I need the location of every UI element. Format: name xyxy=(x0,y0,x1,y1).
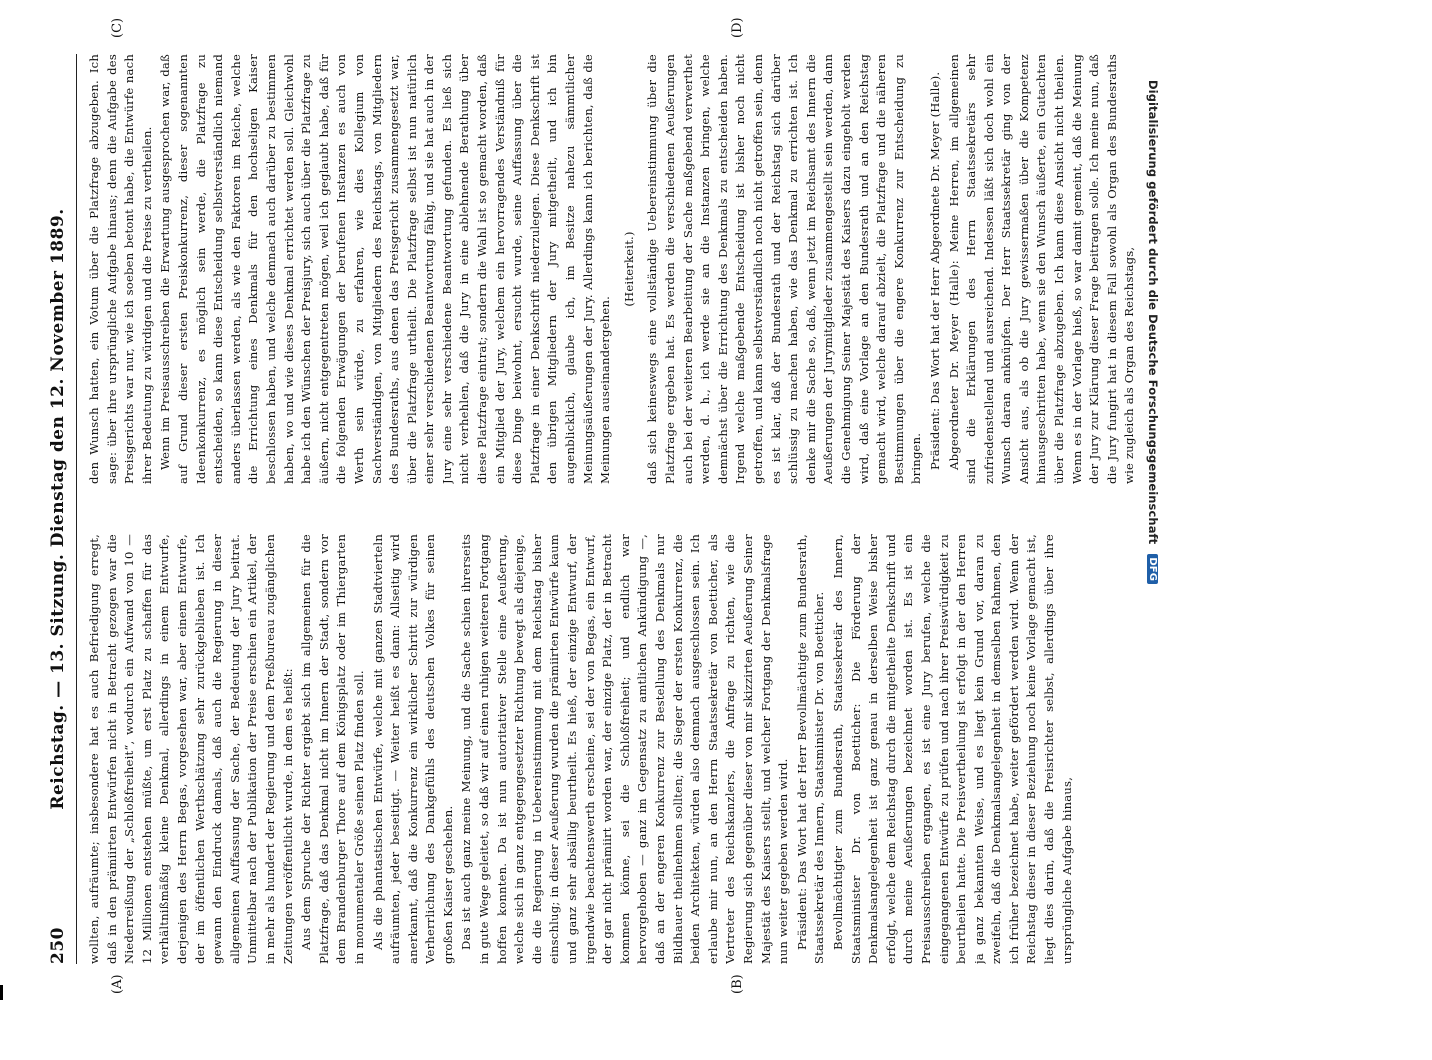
paragraph: den Wunsch hatten, ein Votum über die Platzfrage abzugeben. Ich sage: über ihre ursprüngliche Aufgabe hinaus; denn die Aufgabe des Preisgerichts war nur, wie ich soeben betont habe, die Entwürfe nach ihrer Bedeutung zu würdigen und die Preise zu vertheilen. xyxy=(87,54,154,484)
interjection: (Heiterkeit.) xyxy=(621,231,636,307)
speaker-paragraph: Abgeordneter Dr. Meyer (Halle): Meine Herren, im allgemeinen sind die Erklärungen des Herrn Staatssekretärs sehr zufriedenstellend und ausreichend. Indessen läßt sich doch wohl ein Wunsch daran anknüpfen. Der Herr Staatssekretär ging von der Ansicht aus, als ob die Jury gewissermaßen über die Kompetenz hinausgeschritten habe, wenn sie den Wunsch äußerte, ein Gutachten über die Platzfrage abzugeben. Ich kann diese Ansicht nicht theilen. Wenn es in der Vorlage hieß, so war damit gemeint, daß die Meinung der Jury zur Klärung dieser Frage beitragen solle. Ich meine nun, daß die Jury fungirt hat in diesem Fall sowohl als Organ des Bundesraths wie zugleich als Organ des Reichstags, xyxy=(946,54,1137,484)
speaker-paragraph: Präsident: Das Wort hat der Herr Bevollmächtigte zum Bundesrath, Staatssekretär des Innern, Staatsminister Dr. von Boetticher. xyxy=(794,534,827,964)
page-header xyxy=(48,54,72,964)
scan-edge-mark xyxy=(0,985,3,1000)
page-number: 250 xyxy=(48,927,68,964)
right-column xyxy=(86,54,1276,484)
paragraph: Als die phantastischen Entwürfe, welche mit ganzen Stadtvierteln aufräumten, jeder beseitigt. — Weiter heißt es dann: Allseitig wird anerkannt, daß die Konkurrenz ein wirklicher Schritt zur würdigen Verherrlichung des Dankgefühls des deutschen Volkes für seinen großen Kaiser geschehen. xyxy=(370,534,455,964)
margin-mark-d: (D) xyxy=(730,17,745,38)
left-column xyxy=(86,534,1276,964)
credit-text: Digitalisierung gefördert durch die Deutsche Forschungsgemeinschaft xyxy=(1146,80,1160,545)
quotation: Aus dem Spruche der Richter ergiebt sich im allgemeinen für die Platzfrage, daß das Denkmal nicht im Innern der Stadt, sondern vor dem Brandenburger Thore auf dem Königsplatz oder im Thiergarten in monumentaler Größe seinen Platz finden soll. xyxy=(299,534,366,964)
page-title: Reichstag. — 13. Sitzung. Dienstag den 12. November 1889. xyxy=(48,208,68,810)
paragraph: daß sich keineswegs eine vollständige Uebereinstimmung über die Platzfrage ergeben hat. Es werden die verschiedenen Aeußerungen auch bei der weiteren Bearbeitung der Sache maßgebend verwerthet werden, d. h., ich werde sie an die Instanzen bringen, welche demnächst über die Errichtung des Denkmals zu entscheiden haben. Irgend welche maßgebende Entscheidung ist bisher noch nicht getroffen, und kann selbstverständlich noch nicht getroffen sein, denn es ist klar, daß der Bundesrath und der Reichstag sich darüber schlüssig zu machen haben, wie das Denkmal zu errichten ist. Ich denke mir die Sache so, daß, wenn jetzt im Reichsamt des Innern die Aeußerungen der Jurymitglieder zusammengestellt sein werden, dann die Genehmigung Seiner Majestät des Kaisers dazu eingeholt werden wird, daß eine Vorlage an den Bundesrath und an den Reichstag gemacht wird, welche darauf abzielt, die Platzfrage und die näheren Bestimmungen über die engere Konkurrenz zur Entscheidung zu bringen. xyxy=(645,54,924,484)
margin-mark-c: (C) xyxy=(110,17,125,38)
speaker-paragraph: Bevollmächtigter zum Bundesrath, Staatssekretär des Innern, Staatsminister Dr. von Boetticher: Die Förderung der Denkmalsangelegenheit ist ganz genau in derselben Weise bisher erfolgt, welche dem Reichstag durch die mitgetheilte Denkschrift und durch meine Aeußerungen bezeichnet worden ist. Es ist ein Preisausschreiben ergangen, es ist eine Jury berufen, welche die eingegangenen Entwürfe zu prüfen und nach ihrer Preiswürdigkeit zu beurtheilen hatte. Die Preisvertheilung ist erfolgt in der den Herren ja ganz bekannten Weise, und es liegt kein Grund vor, daran zu zweifeln, daß die Denkmalsangelegenheit in demselben Rahmen, den ich früher bezeichnet habe, weiter gefördert werden wird. Wenn der Reichstag dieser in dieser Beziehung noch keine Vorlage gemacht ist, liegt dies darin, daß die Preisrichter selbst, allerdings über ihre ursprüngliche Aufgabe hinaus, xyxy=(830,534,1074,964)
paragraph: Wenn im Preisausschreiben die Erwartung ausgesprochen war, daß auf Grund dieser ersten Preiskonkurrenz, dieser sogenannten Ideenkonkurrenz, es möglich sein werde, die Platzfrage zu entscheiden, so kann diese Entscheidung selbstverständlich niemand anders überlassen werden, als wie den Faktoren im Reiche, welche die Errichtung eines Denkmals für den hochseligen Kaiser beschlossen haben, und welche demnach auch darüber zu bestimmen haben, wo und wie dieses Denkmal errichtet werden soll. Gleichwohl habe ich den Wünschen der Preisjury, sich auch über die Platzfrage zu äußern, nicht entgegentreten mögen, weil ich geglaubt habe, daß für die folgenden Erwägungen der berufenen Instanzen es auch von Werth sein würde, zu erfahren, wie dies Kollegium von Sachverständigen, von Mitgliedern des Reichstags, von Mitgliedern des Bundesraths, aus denen das Preisgericht zusammengesetzt war, über die Platzfrage urtheilt. Die Platzfrage selbst ist nun natürlich einer sehr verschiedenen Beantwortung fähig, und sie hat auch in der Jury eine sehr verschiedene Beantwortung gefunden. Es ließ sich nicht verhehlen, daß die Jury in eine ablehnende Berathung über diese Platzfrage eintrat; sondern die Wahl ist so gemacht worden, daß ein Mitglied der Jury, welchem ein hervorragendes Verständniß für diese Dinge beiwohnt, ersucht wurde, seine Auffassung über die Platzfrage in einer Denkschrift niederzulegen. Diese Denkschrift ist den übrigen Mitgliedern der Jury mitgetheilt, und ich bin augenblicklich, glaube ich, im Besitze nahezu sämmtlicher Meinungsäußerungen der Jury. Allerdings kann ich berichten, daß die Meinungen auseinandergehen. xyxy=(158,54,613,484)
margin-mark-b: (B) xyxy=(730,974,745,994)
speaker-paragraph: Präsident: Das Wort hat der Herr Abgeordnete Dr. Meyer (Halle). xyxy=(927,71,942,470)
margin-mark-a: (A) xyxy=(110,974,125,994)
header-rule xyxy=(76,54,77,964)
paragraph: wollten, aufräumte; insbesondere hat es auch Befriedigung erregt, daß in den prämiirten Entwürfen nicht in Betracht gezogen war die Niederreißung der „Schloßfreiheit“, wodurch ein Aufwand von 10 — 12 Millionen entstehen müßte, um erst Platz zu schaffen für das verhältnißmäßig kleine Denkmal, allerdings in einem Entwurfe, derjenigen des Herrn Begas, vorgesehen war, aber einem Entwurfe, der im öffentlichen Werthschätzung sehr zurückgeblieben ist. Ich gewann den Eindruck damals, daß auch die Regierung in dieser allgemeinen Auffassung der Sache, der Bedeutung der Jury beitrat. Unmittelbar nach der Publikation der Preise erschien ein Artikel, der in mehr als hundert der Regierung und dem Preßbureau zugänglichen Zeitungen veröffentlicht wurde, in dem es heißt: xyxy=(87,534,295,964)
digitization-credit xyxy=(1136,80,1160,1060)
dfg-logo: DFG xyxy=(1147,554,1158,584)
paragraph: Das ist auch ganz meine Meinung, und die Sache schien ihrerseits in gute Wege geleitet, so daß wir auf einen ruhigen weiteren Fortgang hoffen konnten. Da ist nun autoritativer Stelle eine Aeußerung, welche sich in ganz entgegengesetzter Richtung bewegt als diejenige, die die Regierung in Uebereinstimmung mit dem Reichstag bisher einschlug; in dieser Aeußerung wurden die prämiirten Entwürfe kaum und ganz sehr absällig beurtheilt. Es hieß, der einzige Entwurf, der irgendwie beachtenswerth erscheine, sei der von Begas, ein Entwurf, der gar nicht prämiirt worden war, der einzige Platz, der in Betracht kommen könne, sei die Schloßfreiheit; und endlich war hervorgehoben — ganz im Gegensatz zu amtlichen Ankündigung —, daß an der engeren Konkurrenz zur Bestellung des Denkmals nur Bildhauer theilnehmen sollten; die Sieger der ersten Konkurrenz, die beiden Architekten, würden also demnach ausgeschlossen sein. Ich erlaube mir nun, an den Herrn Staatssekretär von Boetticher, als Vertreter des Reichskanzlers, die Anfrage zu richten, wie die Regierung sich gegenüber dieser von mir skizzirten Aeußerung Seiner Majestät des Kaisers stellt, und welcher Fortgang der Denkmalsfrage nun weiter gegeben werden wird. xyxy=(459,534,791,964)
